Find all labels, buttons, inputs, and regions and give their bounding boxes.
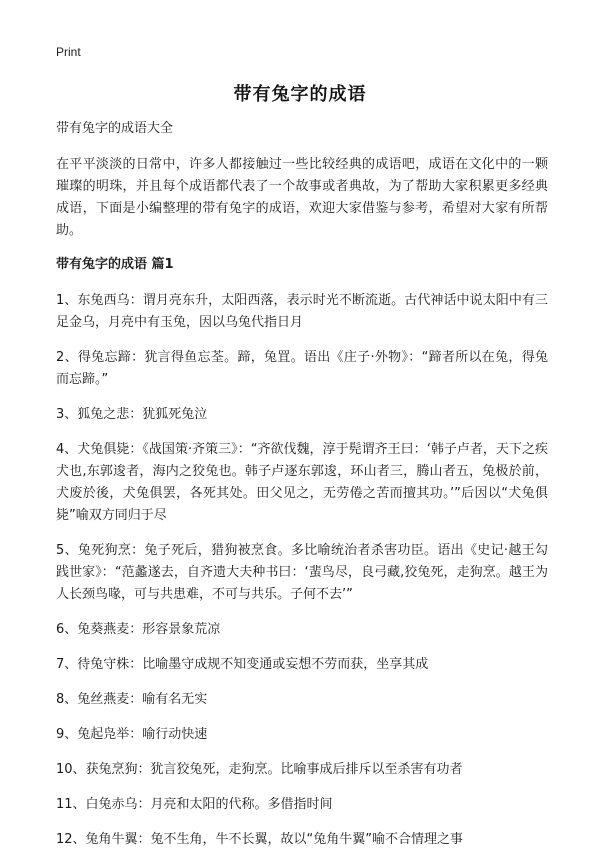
list-item: 5、兔死狗烹：兔子死后，猎狗被烹食。多比喻统治者杀害功臣。语出《史记·越王勾践世家》：“范蠡遂去，自齐遗大夫种书曰：‘蜚鸟尽，良弓藏,狡兔死，走狗烹。越王为人长颈鸟喙，可与共患难，不可与共乐。子何不去’” (56, 543, 548, 602)
list-item: 6、兔葵燕麦：形容景象荒凉 (56, 622, 221, 637)
list-item: 1、东兔西乌：谓月亮东升，太阳西落，表示时光不断流逝。古代神话中说太阳中有三足金乌，月亮中有玉兔，因以乌兔代指日月 (56, 293, 548, 330)
document-body (56, 118, 548, 864)
list-item: 10、获兔烹狗：犹言狡兔死，走狗烹。比喻事成后排斥以至杀害有功者 (56, 762, 463, 777)
list-item: 4、犬兔俱毙：《战国策·齐策三》：“齐欲伐魏，淳于髡谓齐王曰：‘韩子卢者，天下之疾犬也,东郭逡者，海内之狡兔也。韩子卢逐东郭逡，环山者三，腾山者五，兔极於前，犬废於後，犬兔俱罢，各死其处。田父见之，无劳倦之苦而擅其功。’”后因以“犬兔俱毙”喻双方同归于尽 (56, 442, 548, 523)
list-item: 11、白兔赤乌：月亮和太阳的代称。多借指时间 (56, 797, 333, 812)
list-item: 8、兔丝燕麦：喻有名无实 (56, 692, 208, 707)
intro-paragraph: 在平平淡淡的日常中，许多人都接触过一些比较经典的成语吧，成语在文化中的一颗璀璨的明珠，并且每个成语都代表了一个故事或者典故，为了帮助大家积累更多经典成语，下面是小编整理的带有兔字的成语，欢迎大家借鉴与参考，希望对大家有所帮助。 (56, 157, 548, 238)
section-heading: 带有兔字的成语 篇1 (56, 257, 174, 272)
list-item: 2、得兔忘蹄：犹言得鱼忘荃。蹄，兔罝。语出《庄子·外物》：“蹄者所以在兔，得兔而忘蹄。” (56, 350, 548, 387)
list-item: 3、狐兔之悲：犹狐死兔泣 (56, 407, 208, 422)
print-label: Print (56, 45, 81, 59)
document-subtitle: 带有兔字的成语大全 (56, 121, 174, 136)
list-item: 7、待兔守株：比喻墨守成规不知变通或妄想不劳而获，坐享其成 (56, 657, 429, 672)
page-title: 带有兔字的成语 (233, 84, 367, 105)
list-item: 12、兔角牛翼：兔不生角，牛不长翼，故以“兔角牛翼”喻不合情理之事 (56, 832, 464, 847)
list-item: 9、兔起凫举：喻行动快速 (56, 727, 208, 742)
